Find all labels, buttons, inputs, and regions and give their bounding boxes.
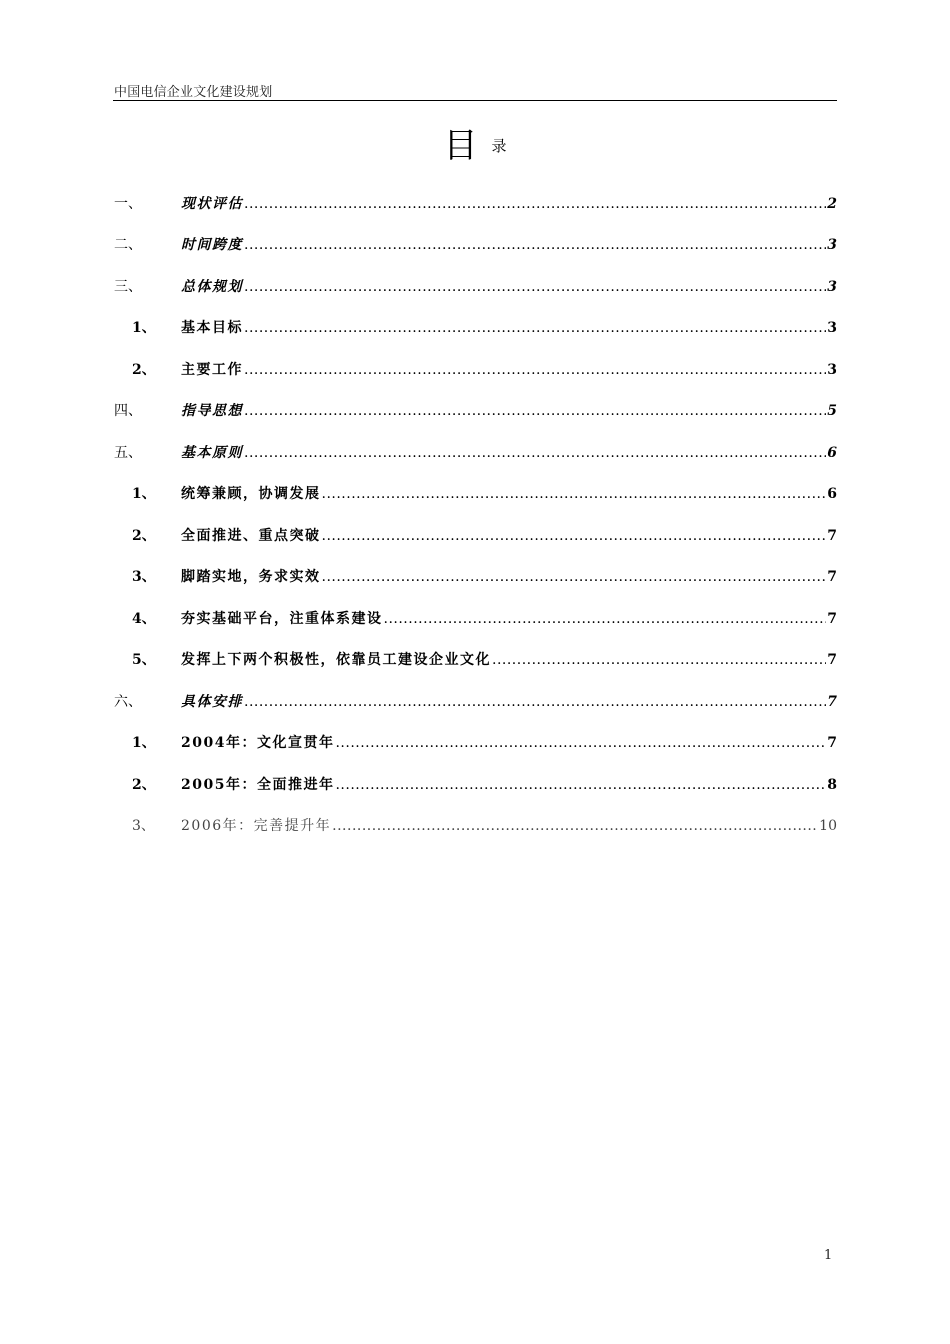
toc-page: 2 bbox=[827, 195, 837, 212]
toc-entry-5-5[interactable] bbox=[113, 639, 837, 681]
toc-entry-5-3[interactable] bbox=[113, 556, 837, 598]
toc-leader bbox=[335, 735, 826, 751]
toc-page: 5 bbox=[827, 403, 837, 420]
header-title: 中国电信企业文化建设规划 bbox=[114, 85, 273, 100]
toc-label: 时间跨度 bbox=[181, 237, 243, 254]
toc-leader bbox=[384, 611, 827, 627]
toc-page: 7 bbox=[827, 610, 837, 627]
toc-number: 2、 bbox=[132, 527, 156, 544]
toc-label: 总体规划 bbox=[181, 278, 243, 295]
toc-number: 一、 bbox=[114, 195, 142, 212]
toc-entry-6-2[interactable] bbox=[113, 763, 837, 805]
toc-number: 1、 bbox=[132, 486, 156, 503]
page-number: 1 bbox=[824, 1248, 833, 1263]
toc-page: 10 bbox=[819, 818, 837, 835]
toc-entry-4[interactable] bbox=[113, 390, 837, 432]
toc-label: 全面推进、重点突破 bbox=[181, 527, 321, 544]
toc-number: 2、 bbox=[132, 776, 156, 793]
toc-page: 3 bbox=[827, 361, 837, 378]
toc-leader bbox=[244, 445, 826, 461]
toc-leader bbox=[244, 237, 826, 253]
toc-label: 具体安排 bbox=[181, 693, 243, 710]
toc-label: 夯实基础平台，注重体系建设 bbox=[181, 610, 383, 627]
toc-page: 7 bbox=[827, 527, 837, 544]
toc-number: 四、 bbox=[114, 403, 142, 420]
toc-entry-5-4[interactable] bbox=[113, 597, 837, 639]
toc-entry-3-2[interactable] bbox=[113, 348, 837, 390]
toc-page: 6 bbox=[827, 444, 837, 461]
toc-label: 脚踏实地，务求实效 bbox=[181, 569, 321, 586]
toc-number: 3、 bbox=[132, 569, 156, 586]
toc-leader bbox=[492, 652, 826, 668]
toc-leader bbox=[244, 694, 826, 710]
toc-page: 3 bbox=[827, 278, 837, 295]
toc-label: 现状评估 bbox=[181, 195, 243, 212]
toc-page: 7 bbox=[827, 569, 837, 586]
toc-leader bbox=[244, 403, 826, 419]
toc-leader bbox=[335, 777, 826, 793]
toc-page: 7 bbox=[827, 693, 837, 710]
toc-label: 指导思想 bbox=[181, 403, 243, 420]
toc-number: 六、 bbox=[114, 693, 142, 710]
toc-entry-1[interactable] bbox=[113, 182, 837, 224]
toc-number: 1、 bbox=[132, 735, 156, 752]
toc-label: 基本原则 bbox=[181, 444, 243, 461]
toc-entry-2[interactable] bbox=[113, 224, 837, 266]
toc-entry-6-1[interactable] bbox=[113, 722, 837, 764]
toc-leader bbox=[322, 528, 827, 544]
toc-number: 1、 bbox=[132, 320, 156, 337]
toc-label: 统筹兼顾，协调发展 bbox=[181, 486, 321, 503]
toc-number: 二、 bbox=[114, 237, 142, 254]
toc-leader bbox=[332, 818, 818, 834]
page-header bbox=[113, 80, 837, 101]
toc-title-sub: 录 bbox=[491, 137, 507, 155]
toc-page: 7 bbox=[827, 735, 837, 752]
toc-entry-5-2[interactable] bbox=[113, 514, 837, 556]
toc-entry-3[interactable] bbox=[113, 265, 837, 307]
toc-label: 基本目标 bbox=[181, 320, 243, 337]
toc-leader bbox=[322, 486, 827, 502]
toc-page: 7 bbox=[827, 652, 837, 669]
toc-label: 2005年：全面推进年 bbox=[181, 776, 335, 793]
toc-number: 三、 bbox=[114, 278, 142, 295]
toc-number: 4、 bbox=[132, 610, 156, 627]
toc-label: 2004年：文化宣贯年 bbox=[181, 735, 335, 752]
toc-number: 五、 bbox=[114, 444, 142, 461]
table-of-contents bbox=[113, 182, 837, 846]
toc-entry-3-1[interactable] bbox=[113, 307, 837, 349]
toc-label: 发挥上下两个积极性，依靠员工建设企业文化 bbox=[181, 652, 491, 669]
toc-page: 3 bbox=[827, 237, 837, 254]
toc-number: 5、 bbox=[132, 652, 156, 669]
toc-entry-6-3[interactable] bbox=[113, 805, 837, 847]
toc-page: 6 bbox=[827, 486, 837, 503]
toc-label: 2006年：完善提升年 bbox=[181, 818, 332, 835]
toc-page: 8 bbox=[827, 776, 837, 793]
toc-entry-6[interactable] bbox=[113, 680, 837, 722]
toc-leader bbox=[244, 279, 826, 295]
toc-title-main: 目 bbox=[443, 126, 478, 166]
toc-label: 主要工作 bbox=[181, 361, 243, 378]
toc-title bbox=[0, 118, 950, 167]
toc-entry-5[interactable] bbox=[113, 431, 837, 473]
toc-number: 3、 bbox=[132, 818, 155, 835]
toc-leader bbox=[244, 196, 826, 212]
toc-leader bbox=[244, 320, 826, 336]
toc-page: 3 bbox=[827, 320, 837, 337]
toc-number: 2、 bbox=[132, 361, 156, 378]
toc-leader bbox=[322, 569, 827, 585]
toc-leader bbox=[244, 362, 826, 378]
toc-entry-5-1[interactable] bbox=[113, 473, 837, 515]
